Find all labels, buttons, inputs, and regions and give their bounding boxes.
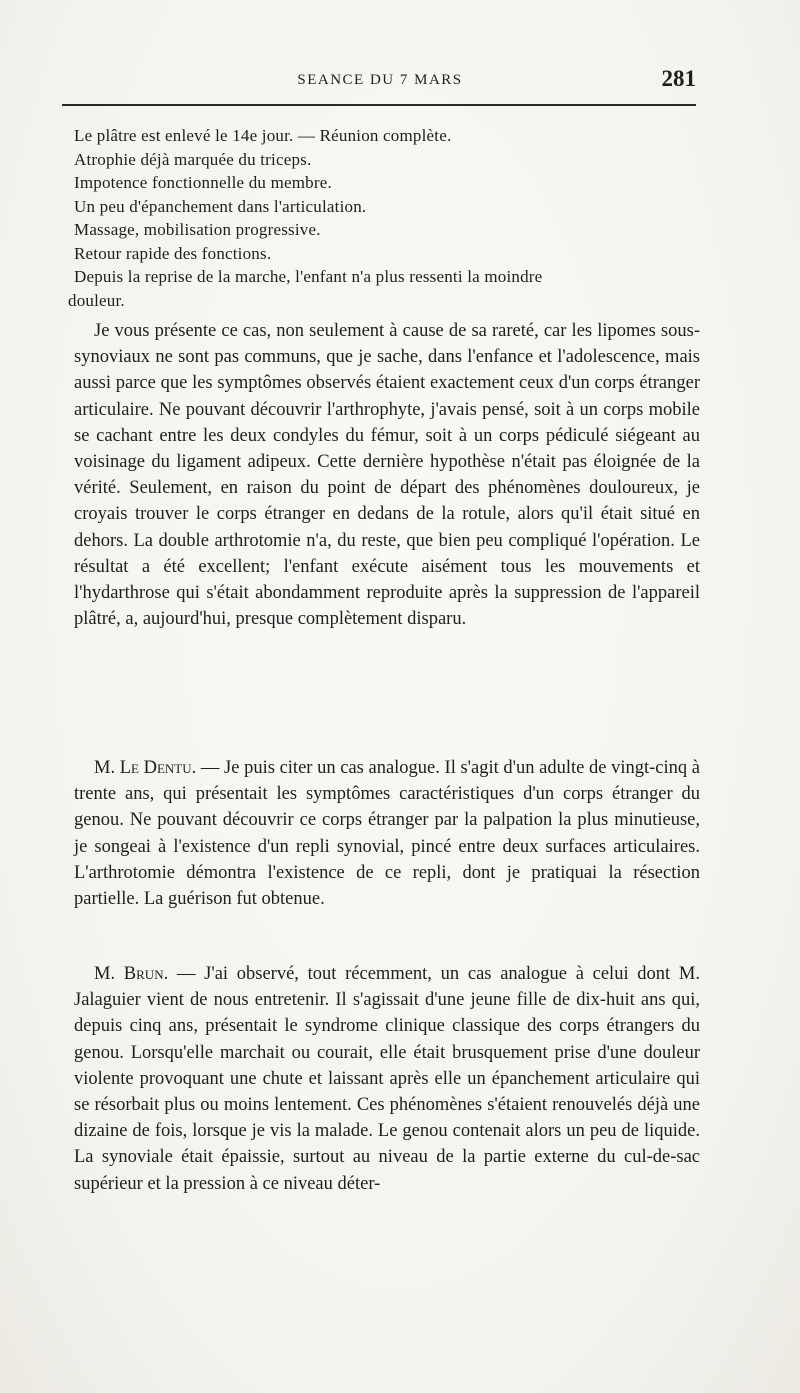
speaker-remarks: — Je puis citer un cas analogue. Il s'agit d'un adulte de vingt-cinq à trente ans, qui présentait les symptômes caractéristiques d'un corps étranger du genou. Ne pouvant découvrir ce corps étranger par la palpation la plus minutieuse, je songeai à l'existence d'un repli synovial, pincé entre deux surfaces articulaires. L'arthrotomie démontra l'existence de ce repli, dont je pratiquai la résection partielle. La guérison fut obtenue. xyxy=(74,758,700,910)
note-line: Massage, mobilisation progressive. xyxy=(74,220,321,239)
note-line: Impotence fonctionnelle du membre. xyxy=(74,173,332,192)
paragraph-brun xyxy=(74,961,700,1197)
paragraph-text: Je vous présente ce cas, non seulement à cause de sa rareté, car les lipomes sous-synoviaux ne sont pas communs, que je sache, dans l'enfance et l'adolescence, mais aussi parce que les symptômes observés étaient exactement ceux d'un corps étranger articulaire. Ne pouvant découvrir l'arthrophyte, j'avais pensé, soit à un corps mobile se cachant entre les deux condyles du fémur, soit à un corps pédiculé siégeant au voisinage du ligament adipeux. Cette dernière hypothèse n'était pas éloignée de la vérité. Seulement, en raison du point de départ des phénomènes douloureux, je croyais trouver le corps étranger en dedans de la rotule, alors qu'il était situé en dehors. La double arthrotomie n'a, du reste, que bien peu compliqué l'opération. Le résultat a été excellent; l'enfant exécute aisément tous les mouvements et l'hydarthrose qui s'était abondamment reproduite après la suppression de l'appareil plâtré, a, aujourd'hui, presque complètement disparu. xyxy=(74,321,700,630)
note-line: Depuis la reprise de la marche, l'enfant n'a plus ressenti la moindre xyxy=(74,267,543,286)
case-notes xyxy=(68,124,700,312)
page-number: 281 xyxy=(661,66,696,91)
header-divider xyxy=(62,104,696,106)
paragraph-le-dentu xyxy=(74,755,700,912)
paragraph-text xyxy=(74,961,700,1197)
note-line: douleur. xyxy=(68,290,125,310)
speaker-name: M. Brun. xyxy=(94,964,169,984)
note-line: Atrophie déjà marquée du triceps. xyxy=(74,149,312,169)
speaker-remarks: — J'ai observé, tout récemment, un cas analogue à celui dont M. Jalaguier vient de nous entretenir. Il s'agissait d'une jeune fille de dix-huit ans qui, depuis cinq ans, présentait le syndrome clinique classique des corps étrangers du genou. Lorsqu'elle marchait ou courait, elle était brusquement prise d'une douleur violente provoquant une chute et laissant après elle un épanchement articulaire qui se résorbait plus ou moins lentement. Ces phénomènes s'étaient renouvelés déjà une dizaine de fois, lorsque je vis la malade. Le genou contenait alors un peu de liquide. La synoviale était épaissie, surtout au niveau de la partie externe du cul-de-sac supérieur et la pression à ce niveau déter- xyxy=(74,964,700,1194)
paragraph-presentation xyxy=(74,318,700,632)
running-title: SEANCE DU 7 MARS xyxy=(297,72,463,88)
note-line: Le plâtre est enlevé le 14e jour. — Réunion complète. xyxy=(74,126,452,145)
note-line: Un peu d'épanchement dans l'articulation. xyxy=(74,196,367,216)
page-header xyxy=(62,66,698,96)
paragraph-text xyxy=(74,755,700,912)
note-line: Retour rapide des fonctions. xyxy=(74,243,272,263)
speaker-name: M. Le Dentu. xyxy=(94,758,197,778)
